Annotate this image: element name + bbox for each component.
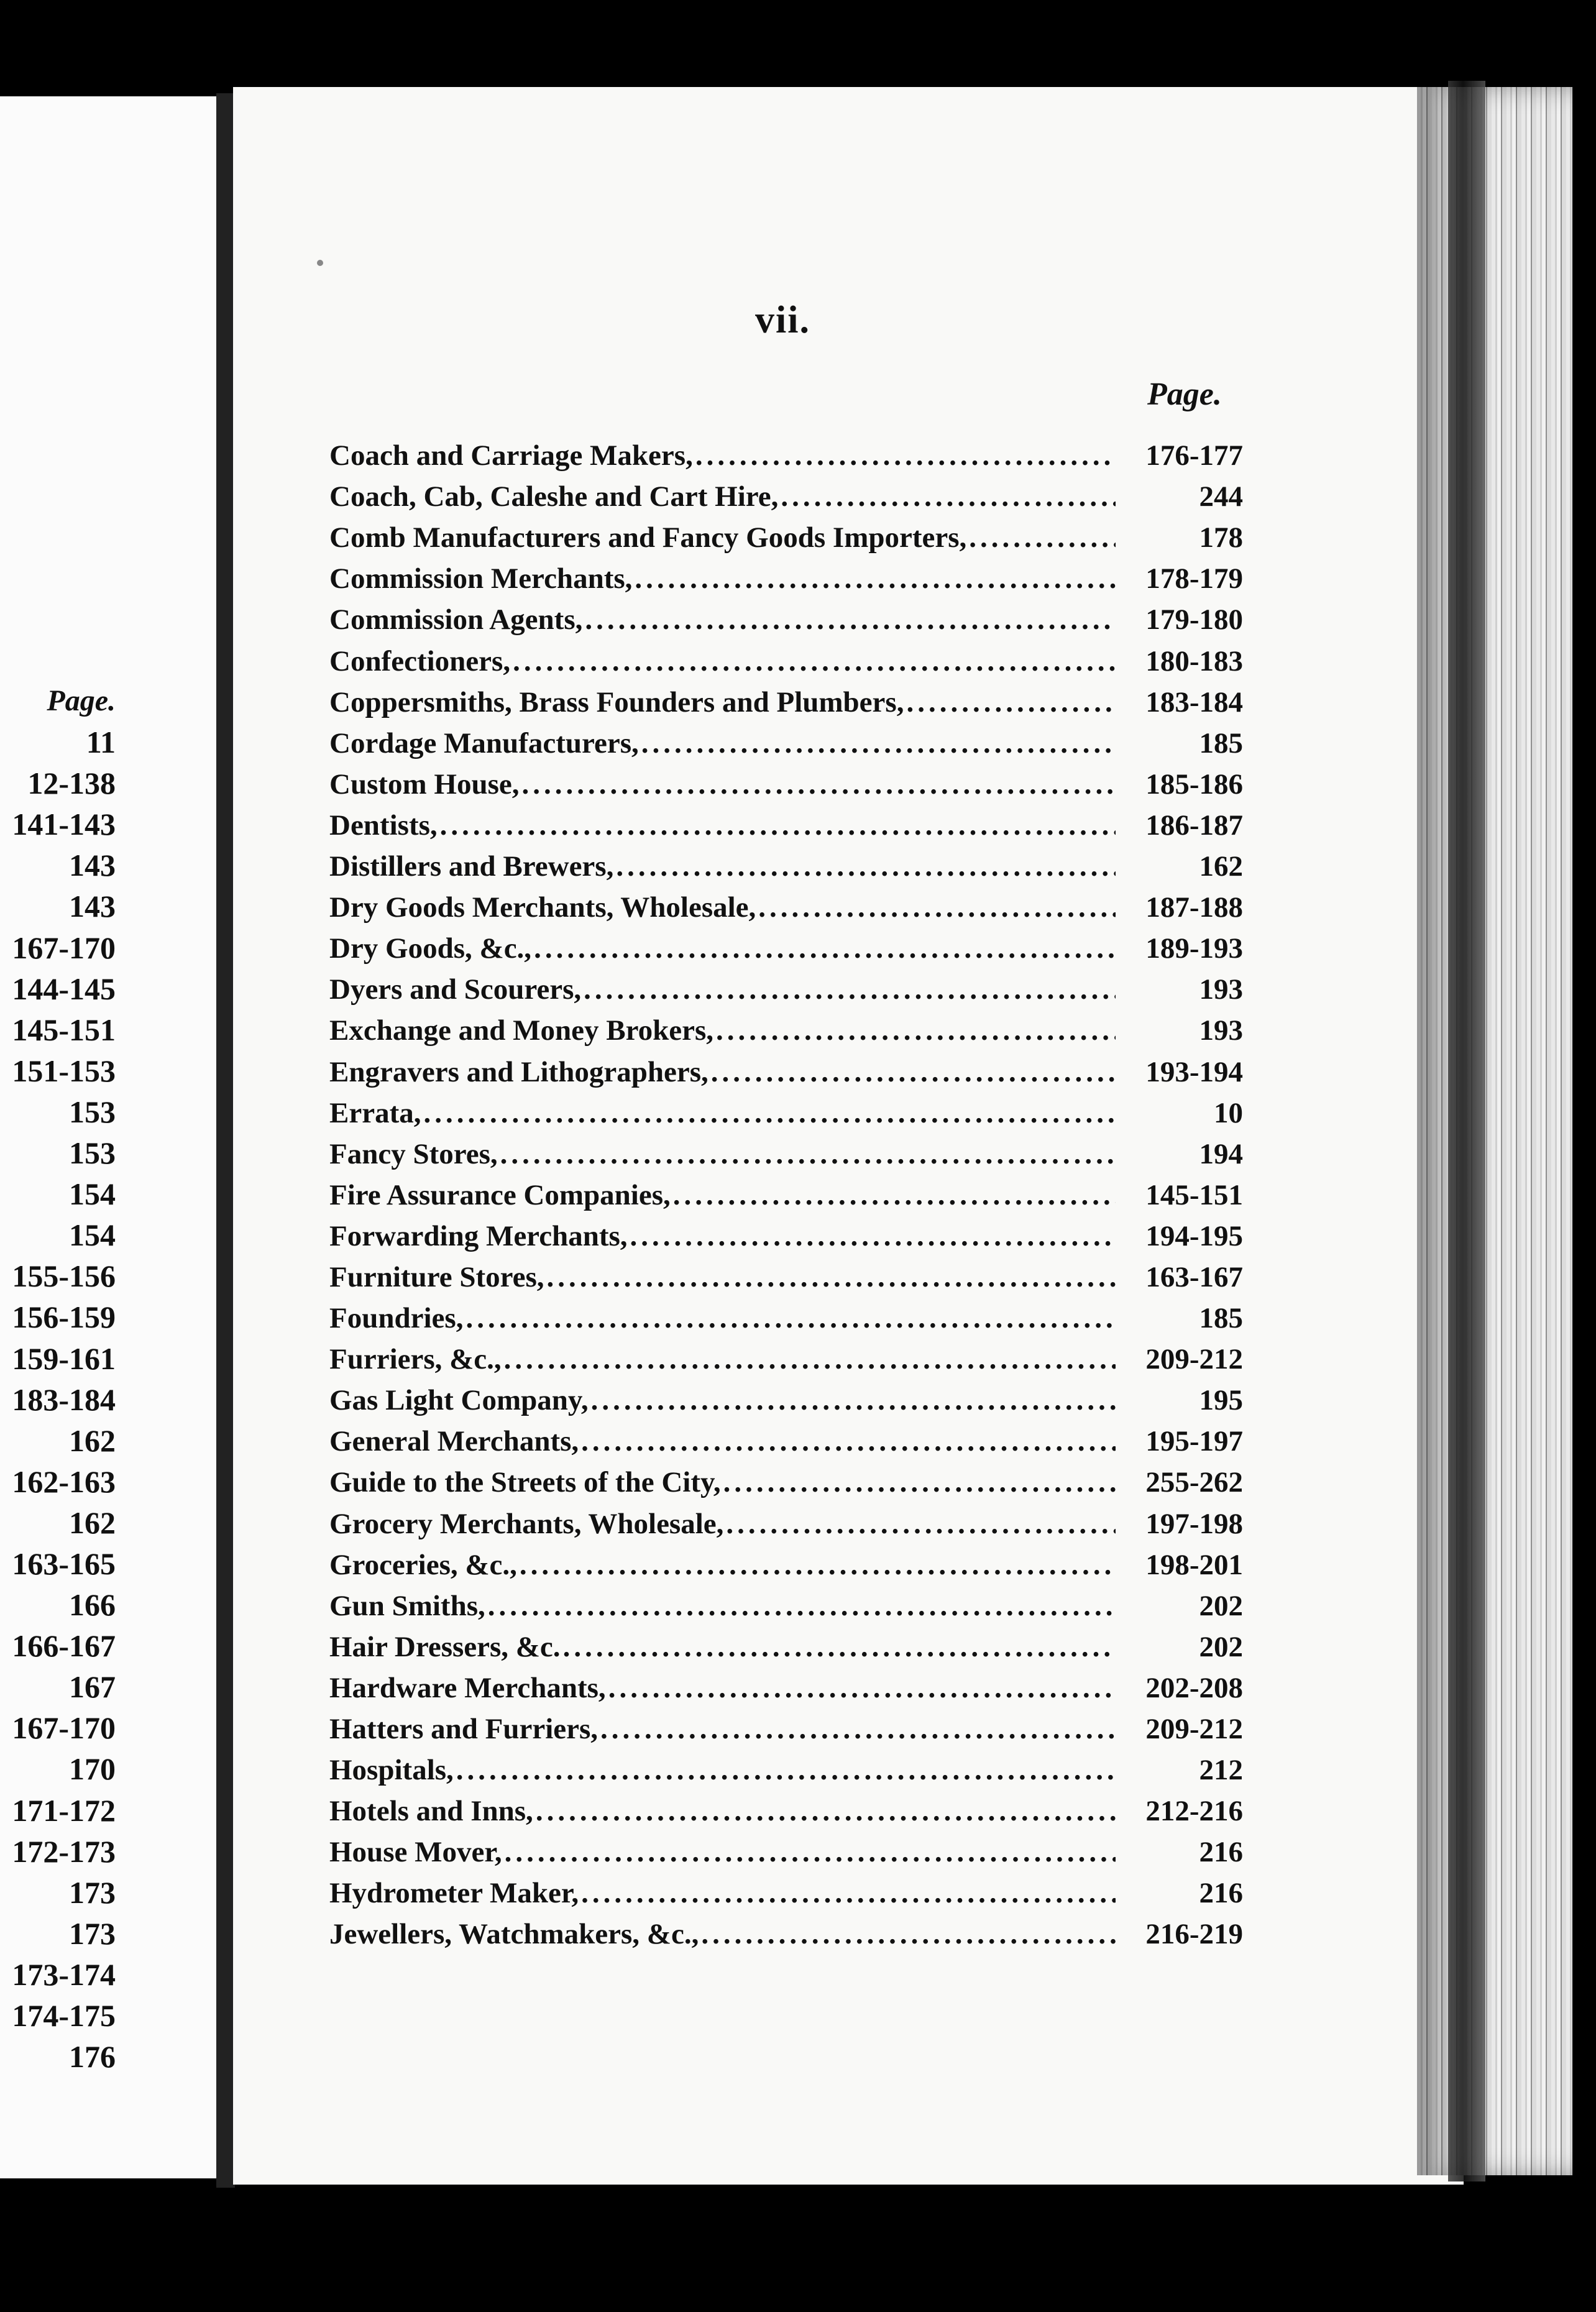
entry-label: Dry Goods, &c., — [329, 932, 532, 965]
dot-leader — [723, 1503, 1116, 1544]
left-page-number: 144-145 — [12, 971, 116, 1006]
entry-label: Dry Goods Merchants, Wholesale, — [329, 891, 756, 924]
dot-leader — [904, 682, 1116, 723]
entry-pages: 180-183 — [1145, 645, 1243, 677]
entry-label: Comb Manufacturers and Fancy Goods Importers, — [329, 521, 967, 554]
entry-label: Distillers and Brewers, — [329, 850, 614, 883]
left-page-number: 170 — [69, 1751, 116, 1787]
entry-label: General Merchants, — [329, 1425, 579, 1458]
dot-leader — [606, 1667, 1116, 1709]
entry-label: Fancy Stores, — [329, 1137, 498, 1170]
entry-label: Guide to the Streets of the City, — [329, 1466, 721, 1499]
dot-leader — [581, 969, 1116, 1010]
dot-leader — [485, 1585, 1116, 1626]
index-entry — [329, 1750, 1243, 1791]
dot-leader — [778, 476, 1116, 517]
entry-label: Gun Smiths, — [329, 1589, 485, 1622]
entry-pages: 216 — [1199, 1836, 1243, 1869]
entry-pages: 186-187 — [1145, 809, 1243, 842]
entry-pages: 216 — [1199, 1877, 1243, 1910]
entry-pages: 216-219 — [1145, 1918, 1243, 1951]
left-page-number: 154 — [69, 1218, 116, 1253]
entry-label: Forwarding Merchants, — [329, 1219, 628, 1252]
dot-leader — [582, 599, 1116, 640]
entry-pages: 202-208 — [1145, 1671, 1243, 1704]
entry-label: Hatters and Furriers, — [329, 1713, 598, 1745]
entry-label: Groceries, &c., — [329, 1548, 517, 1581]
entry-pages: 193 — [1199, 973, 1243, 1006]
entry-pages: 193-194 — [1145, 1055, 1243, 1088]
entry-label: Exchange and Money Brokers, — [329, 1014, 713, 1047]
index-entry — [329, 1093, 1243, 1134]
dot-leader — [463, 1298, 1116, 1339]
left-page-number: 173-174 — [12, 1956, 116, 1992]
left-page-number: 167-170 — [12, 1710, 116, 1746]
dot-leader — [628, 1216, 1116, 1257]
left-page-header: Page. — [47, 684, 116, 717]
index-entry — [329, 1051, 1243, 1092]
left-page — [0, 96, 216, 2178]
entry-pages: 212-216 — [1145, 1795, 1243, 1828]
entry-pages: 163-167 — [1145, 1260, 1243, 1293]
left-page-number: 172-173 — [12, 1833, 116, 1869]
dot-leader — [613, 846, 1116, 887]
entry-label: Hydrometer Maker, — [329, 1877, 579, 1910]
index-entry — [329, 435, 1243, 476]
dot-leader — [502, 1339, 1116, 1380]
left-page-number: 145-151 — [12, 1012, 116, 1047]
dot-leader — [438, 805, 1116, 846]
entry-pages: 202 — [1199, 1630, 1243, 1663]
dot-leader — [671, 1175, 1116, 1216]
index-entry — [329, 1914, 1243, 1955]
dot-leader — [966, 517, 1116, 558]
entry-pages: 178-179 — [1145, 562, 1243, 595]
entry-pages: 176-177 — [1145, 439, 1243, 472]
page-number: vii. — [755, 299, 810, 341]
dot-leader — [421, 1093, 1116, 1134]
entry-pages: 209-212 — [1145, 1343, 1243, 1376]
index-entry — [329, 682, 1243, 723]
index-entry — [329, 1832, 1243, 1873]
dot-leader — [699, 1914, 1116, 1955]
entry-pages: 209-212 — [1145, 1713, 1243, 1745]
index-entry — [329, 1175, 1243, 1216]
entry-pages: 187-188 — [1145, 891, 1243, 924]
entry-pages: 178 — [1199, 521, 1243, 554]
left-page-number: 171-172 — [12, 1792, 116, 1828]
index-entry — [329, 640, 1243, 681]
entry-pages: 189-193 — [1145, 932, 1243, 965]
entry-pages: 185-186 — [1145, 768, 1243, 800]
dot-leader — [579, 1421, 1116, 1462]
page-fore-edge-shadow — [1448, 81, 1485, 2181]
index-entry — [329, 969, 1243, 1010]
left-page-number: 166-167 — [12, 1628, 116, 1664]
left-page-number: 162 — [69, 1505, 116, 1540]
dot-leader — [510, 641, 1116, 682]
entry-label: Furniture Stores, — [329, 1260, 544, 1293]
left-page-number: 153 — [69, 1094, 116, 1129]
entry-label: Grocery Merchants, Wholesale, — [329, 1507, 724, 1540]
left-page-number: 12-138 — [27, 766, 116, 801]
left-page-number: 11 — [86, 725, 116, 760]
left-page-number: 162 — [69, 1423, 116, 1458]
left-page-number: 151-153 — [12, 1053, 116, 1088]
dot-leader — [502, 1832, 1116, 1873]
dot-leader — [579, 1873, 1116, 1914]
entry-label: Coppersmiths, Brass Founders and Plumbers, — [329, 686, 904, 718]
entry-label: Commission Agents, — [329, 603, 583, 636]
left-page-number: 154 — [69, 1177, 116, 1212]
index-entry — [329, 1380, 1243, 1421]
left-page-number: 167 — [69, 1669, 116, 1705]
dot-leader — [531, 928, 1116, 969]
entry-label: Confectioners, — [329, 645, 511, 677]
index-entry — [329, 1709, 1243, 1750]
entry-pages: 185 — [1199, 1302, 1243, 1335]
entry-pages: 194-195 — [1145, 1219, 1243, 1252]
index-entry — [329, 1873, 1243, 1914]
index-entry — [329, 476, 1243, 517]
entry-pages: 185 — [1199, 727, 1243, 759]
page-speck — [317, 260, 323, 266]
entry-pages: 198-201 — [1145, 1548, 1243, 1581]
index-entry — [329, 1503, 1243, 1544]
left-page-number: 155-156 — [12, 1259, 116, 1294]
entry-label: Custom House, — [329, 768, 520, 800]
entry-label: Dentists, — [329, 809, 438, 842]
left-page-number: 156-159 — [12, 1300, 116, 1335]
index-entry — [329, 805, 1243, 846]
entry-label: Gas Light Company, — [329, 1384, 589, 1417]
dot-leader — [639, 723, 1116, 764]
dot-leader — [561, 1626, 1116, 1667]
index-entry — [329, 1626, 1243, 1667]
entry-label: Coach and Carriage Makers, — [329, 439, 693, 472]
entry-label: Hair Dressers, &c. — [329, 1630, 561, 1663]
dot-leader — [756, 887, 1116, 928]
dot-leader — [544, 1257, 1116, 1298]
entry-label: Cordage Manufacturers, — [329, 727, 639, 759]
left-page-number: 183-184 — [12, 1382, 116, 1417]
dot-leader — [721, 1462, 1116, 1503]
entry-label: House Mover, — [329, 1836, 502, 1869]
left-page-number: 173 — [69, 1915, 116, 1951]
dot-leader — [533, 1791, 1116, 1832]
index-entry — [329, 1544, 1243, 1585]
dot-leader — [598, 1709, 1116, 1750]
index-entry — [329, 1257, 1243, 1298]
index-entry — [329, 846, 1243, 887]
dot-leader — [498, 1134, 1116, 1175]
entry-label: Commission Merchants, — [329, 562, 633, 595]
entry-label: Errata, — [329, 1096, 421, 1129]
left-page-number: 174-175 — [12, 1998, 116, 2033]
index-entry — [329, 599, 1243, 640]
page-column-header: Page. — [1147, 377, 1222, 412]
left-page-number: 143 — [69, 889, 116, 924]
entry-pages: 195-197 — [1145, 1425, 1243, 1458]
left-page-numbers — [12, 722, 116, 2077]
entry-label: Dyers and Scourers, — [329, 973, 582, 1006]
left-page-number: 167-170 — [12, 930, 116, 965]
left-page-number: 162-163 — [12, 1464, 116, 1499]
entry-label: Fire Assurance Companies, — [329, 1178, 671, 1211]
entry-pages: 197-198 — [1145, 1507, 1243, 1540]
index-entry — [329, 1216, 1243, 1257]
index-entry — [329, 1421, 1243, 1462]
dot-leader — [709, 1052, 1116, 1093]
left-page-number: 166 — [69, 1587, 116, 1623]
index-entry — [329, 1791, 1243, 1832]
left-page-number: 163-165 — [12, 1546, 116, 1581]
index-entry — [329, 1462, 1243, 1503]
entry-label: Hospitals, — [329, 1754, 454, 1787]
entry-pages: 194 — [1199, 1137, 1243, 1170]
left-page-number: 153 — [69, 1135, 116, 1171]
left-page-number: 143 — [69, 848, 116, 883]
entry-label: Furriers, &c., — [329, 1343, 502, 1376]
dot-leader — [520, 764, 1116, 805]
left-page-number: 159-161 — [12, 1341, 116, 1376]
entry-pages: 212 — [1199, 1754, 1243, 1787]
dot-leader — [517, 1544, 1116, 1585]
dot-leader — [589, 1380, 1116, 1421]
entry-pages: 10 — [1214, 1096, 1243, 1129]
entry-label: Hardware Merchants, — [329, 1671, 606, 1704]
entry-label: Jewellers, Watchmakers, &c., — [329, 1918, 699, 1951]
index-entries — [329, 435, 1243, 1955]
entry-pages: 202 — [1199, 1589, 1243, 1622]
index-entry — [329, 1134, 1243, 1175]
entry-pages: 244 — [1199, 480, 1243, 513]
entry-label: Hotels and Inns, — [329, 1795, 533, 1828]
entry-label: Foundries, — [329, 1302, 464, 1335]
entry-pages: 255-262 — [1145, 1466, 1243, 1499]
index-entry — [329, 1339, 1243, 1380]
index-entry — [329, 928, 1243, 969]
dot-leader — [632, 558, 1116, 599]
entry-pages: 195 — [1199, 1384, 1243, 1417]
dot-leader — [454, 1750, 1116, 1791]
index-entry — [329, 1298, 1243, 1339]
index-entry — [329, 1010, 1243, 1051]
left-page-number: 176 — [69, 2039, 116, 2075]
entry-pages: 183-184 — [1145, 686, 1243, 718]
index-entry — [329, 517, 1243, 558]
dot-leader — [713, 1010, 1116, 1051]
index-entry — [329, 558, 1243, 599]
entry-pages: 179-180 — [1145, 603, 1243, 636]
dot-leader — [693, 435, 1116, 476]
left-page-number: 141-143 — [12, 807, 116, 842]
book-gutter — [216, 93, 235, 2188]
index-entry — [329, 764, 1243, 805]
left-page-column — [12, 681, 116, 2077]
page-fore-edge — [1417, 87, 1572, 2175]
index-entry — [329, 723, 1243, 764]
entry-pages: 145-151 — [1145, 1178, 1243, 1211]
entry-pages: 162 — [1199, 850, 1243, 883]
index-entry — [329, 887, 1243, 928]
index-entry — [329, 1585, 1243, 1626]
entry-pages: 193 — [1199, 1014, 1243, 1047]
left-page-number: 173 — [69, 1874, 116, 1910]
index-entry — [329, 1667, 1243, 1709]
entry-label: Coach, Cab, Caleshe and Cart Hire, — [329, 480, 779, 513]
entry-label: Engravers and Lithographers, — [329, 1055, 709, 1088]
